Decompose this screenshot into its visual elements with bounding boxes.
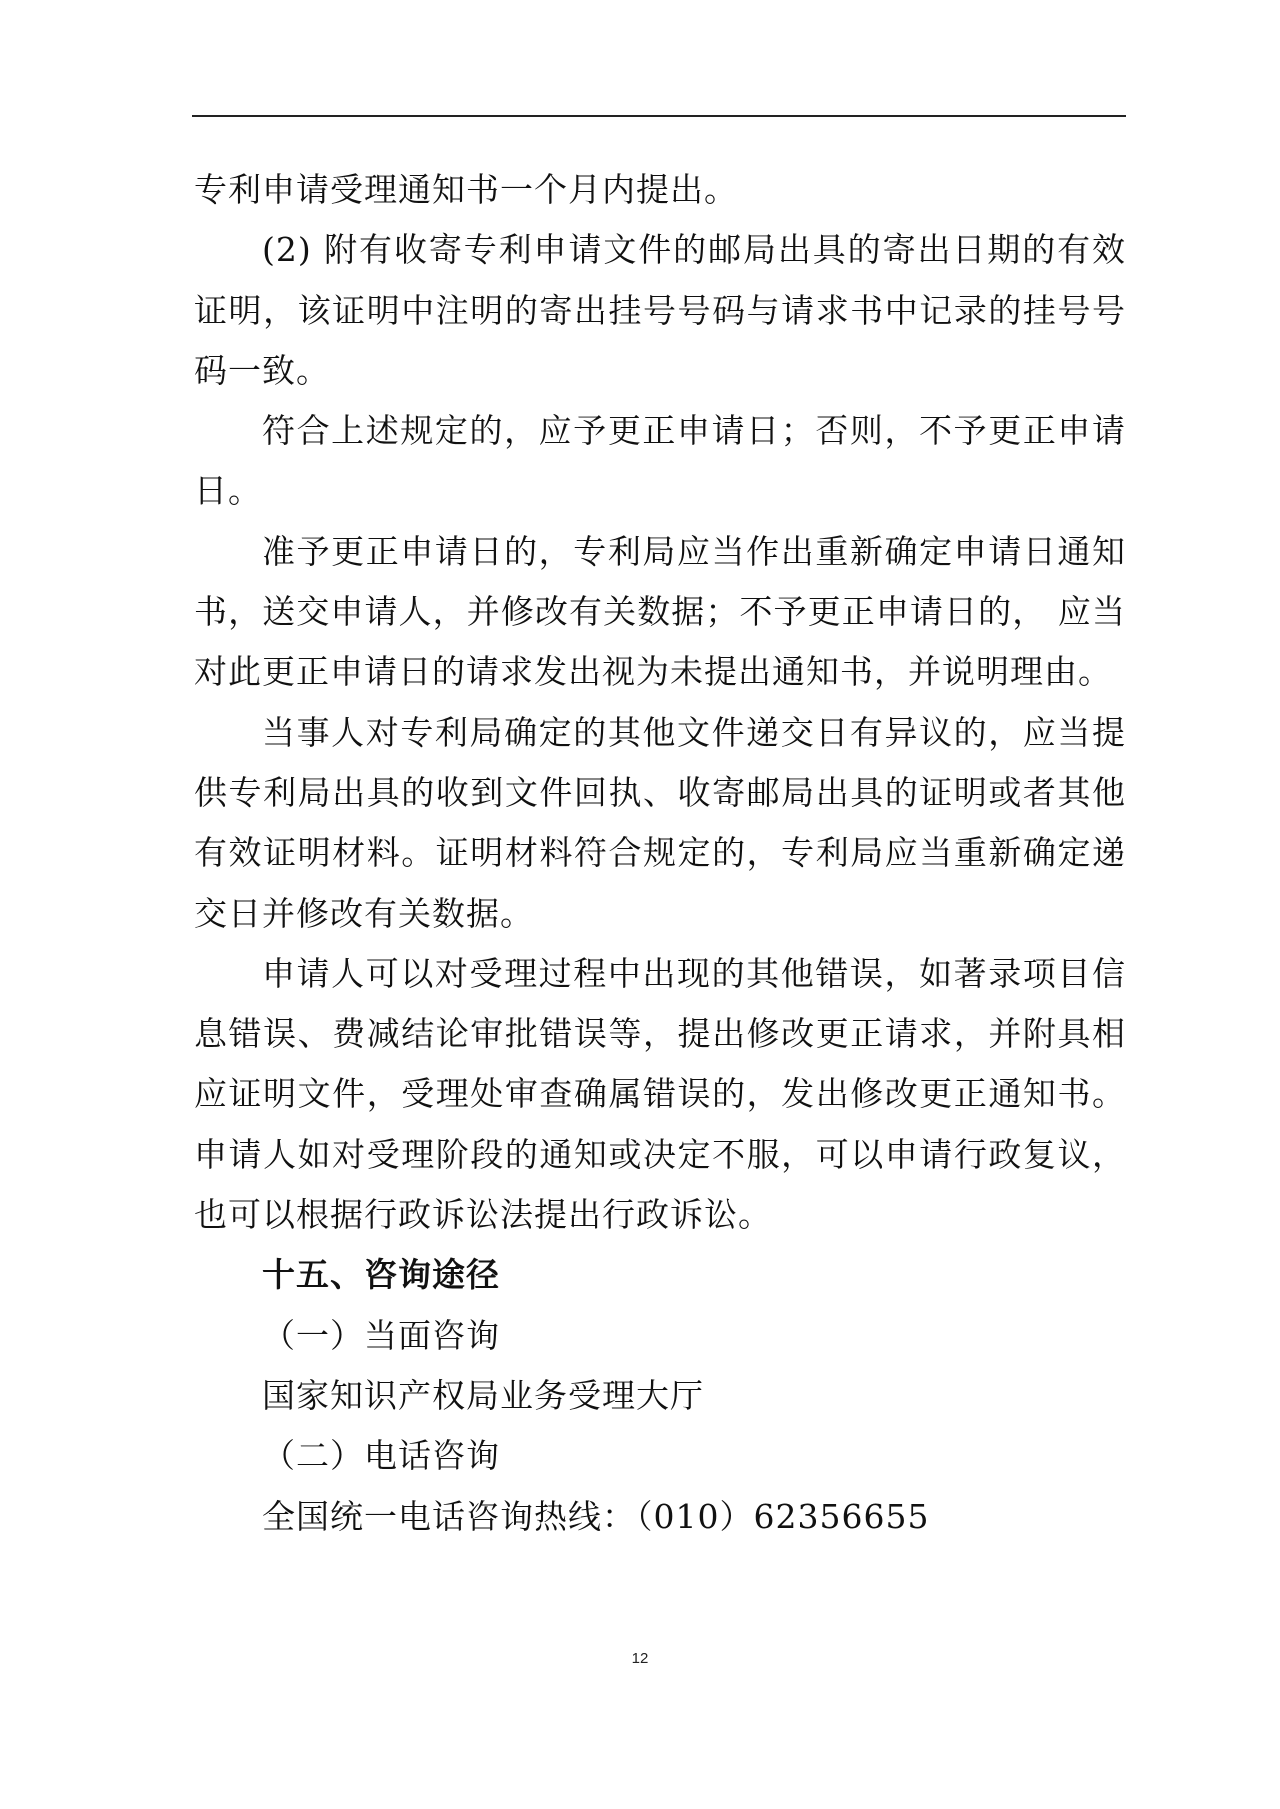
paragraph-6: 申请人可以对受理过程中出现的其他错误，如著录项目信息错误、费减结论审批错误等，提出修改更正请求，并附具相应证明文件，受理处审查确属错误的，发出修改更正通知书。申请人如对受理阶段的通知或决定不服，可以申请行政复议，也可以根据行政诉讼法提出行政诉讼。 <box>194 953 1126 1235</box>
paragraph-1: 专利申请受理通知书一个月内提出。 <box>194 170 738 209</box>
page-number: 12 <box>631 1650 649 1667</box>
paragraph-2: (2) 附有收寄专利申请文件的邮局出具的寄出日期的有效证明，该证明中注明的寄出挂号号码与请求书中记录的挂号号码一致。 <box>194 230 1126 390</box>
page-body <box>194 160 1126 1547</box>
paragraph-5: 当事人对专利局确定的其他文件递交日有异议的，应当提供专利局出具的收到文件回执、收寄邮局出具的证明或者其他有效证明材料。证明材料符合规定的，专利局应当重新确定递交日并修改有关数据。 <box>194 712 1126 933</box>
header-rule <box>192 115 1126 117</box>
subsection-1-text: 国家知识产权局业务受理大厅 <box>262 1375 704 1415</box>
section-heading: 十五、咨询途径 <box>262 1255 500 1295</box>
subsection-2-text: 全国统一电话咨询热线：（010）62356655 <box>262 1496 930 1536</box>
subsection-1-title: （一）当面咨询 <box>262 1315 500 1355</box>
paragraph-3: 符合上述规定的，应予更正申请日；否则，不予更正申请日。 <box>194 411 1126 511</box>
subsection-2-title: （二）电话咨询 <box>262 1436 500 1476</box>
paragraph-4: 准予更正申请日的，专利局应当作出重新确定申请日通知书，送交申请人，并修改有关数据；不予更正申请日的， 应当对此更正申请日的请求发出视为未提出通知书，并说明理由。 <box>194 531 1126 692</box>
